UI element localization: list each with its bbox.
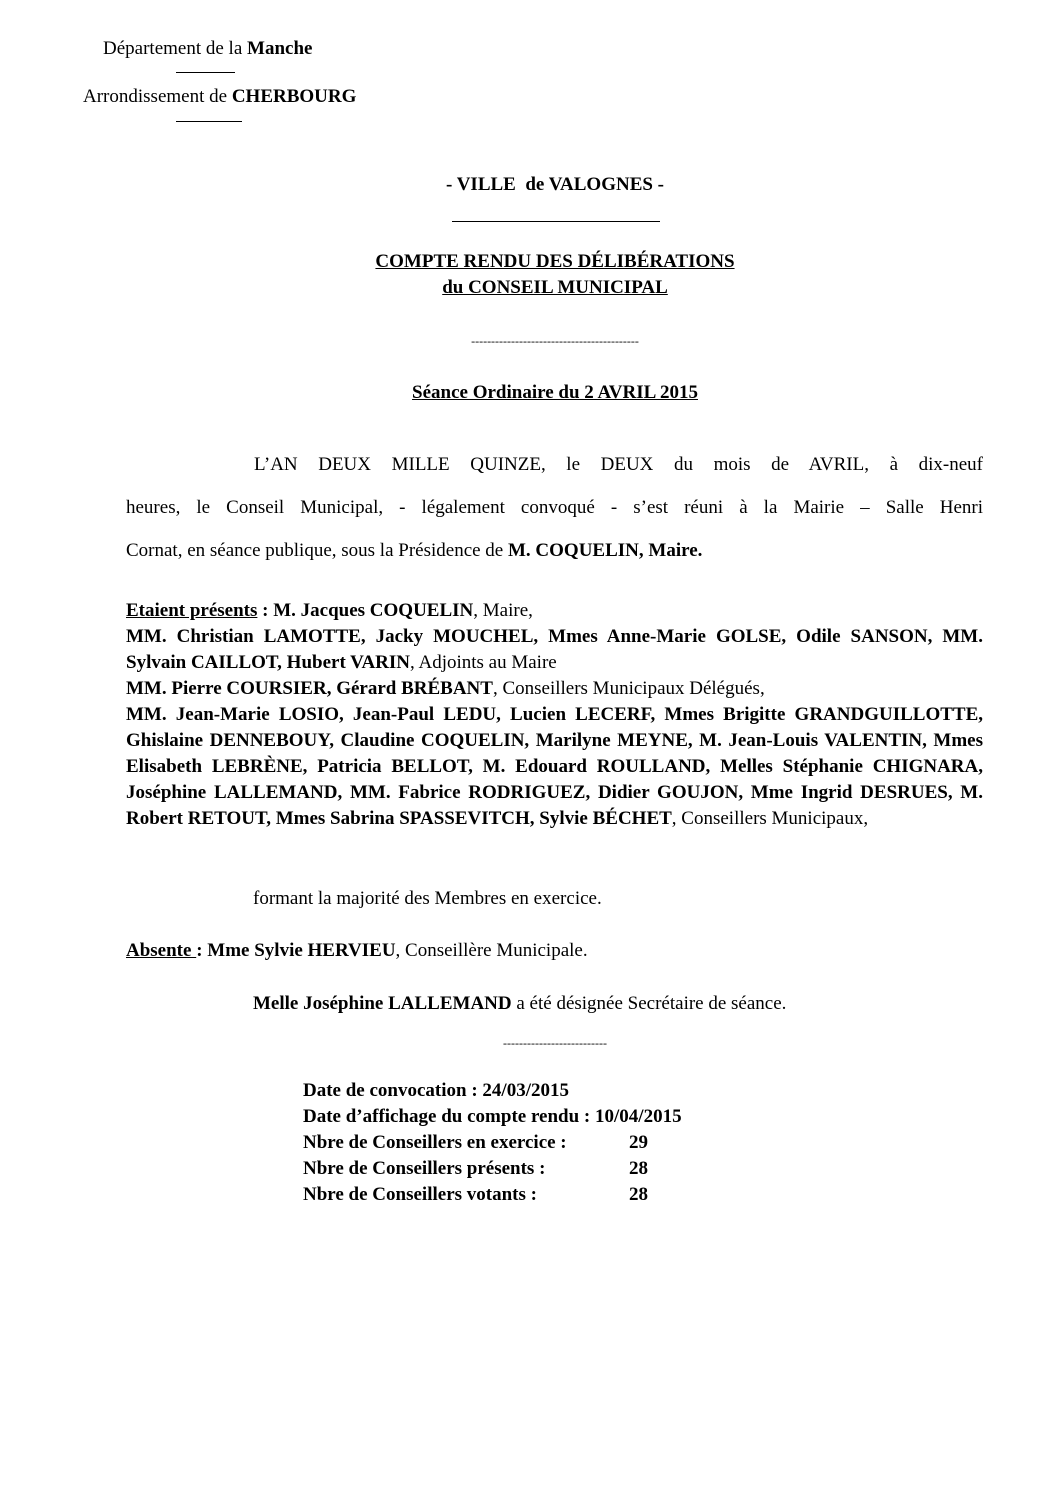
summary-presents-label: Nbre de Conseillers présents : [303,1158,546,1179]
summary-affichage: Date d’affichage du compte rendu : 10/04/2015 [303,1106,682,1127]
delegues-role: , Conseillers Municipaux Délégués, [492,678,765,699]
departement-label: Département de la [103,38,243,59]
ville-rule [452,221,660,222]
intro-line-2: heures, le Conseil Municipal, - légalement convoqué - s’est réuni à la Mairie – Salle Henri [126,497,983,518]
summary-convocation: Date de convocation : 24/03/2015 [303,1080,569,1101]
departement-name: Manche [247,38,313,59]
conseillers-role: , Conseillers Municipaux, [671,808,869,829]
document-title-line2: du CONSEIL MUNICIPAL [442,277,668,298]
header-rule-2 [176,121,242,122]
separator-dashes-2: -------------------------- [503,1036,607,1050]
absente-line [126,940,588,962]
summary-exercice-label: Nbre de Conseillers en exercice : [303,1132,567,1153]
conseillers-names: MM. Jean-Marie LOSIO, Jean-Paul LEDU, Lucien LECERF, Mmes Brigitte GRANDGUILLOTTE, Ghislaine DENNEBOUY, Claudine COQUELIN, Marilyne MEYNE, M. Jean-Louis VALENTIN, Mmes Elisabeth LEBRÈNE, Patricia BELLOT, M. Edouard ROULLAND, Melles Stéphanie CHIGNARA, Joséphine LALLEMAND, MM. Fabrice RODRIGUEZ, Didier GOUJON, Mme Ingrid DESRUES, M. Robert RETOUT, Mmes Sabrina SPASSEVITCH, Sylvie BÉCHET [126,704,983,829]
presents-maire-name: M. Jacques COQUELIN [273,600,474,621]
header-rule-1 [176,72,235,73]
absente-name: Mme Sylvie HERVIEU [207,940,396,961]
absente-colon: : [196,940,208,961]
presents-delegues [126,676,983,702]
delegues-names: MM. Pierre COURSIER, Gérard BRÉBANT [126,678,493,699]
absente-label: Absente [126,940,197,961]
intro-paragraph [126,443,983,572]
presents-colon: : [257,600,274,621]
presents-maire-line [126,598,983,624]
presents-block [126,598,983,832]
presents-adjoints [126,624,983,676]
summary-votants-value: 28 [629,1184,648,1205]
arrondissement-label: Arrondissement de [83,86,228,107]
arrondissement-line [83,86,356,108]
seance-title: Séance Ordinaire du 2 AVRIL 2015 [412,382,698,403]
summary-votants-label: Nbre de Conseillers votants : [303,1184,537,1205]
intro-line-3-text: Cornat, en séance publique, sous la Présidence de [126,540,508,561]
departement-line [103,38,312,60]
ville-title: - VILLE de VALOGNES - [445,174,665,195]
majorite-line: formant la majorité des Membres en exercice. [253,888,602,909]
secretaire-line [253,993,786,1015]
absente-role: , Conseillère Municipale. [395,940,588,961]
intro-president: M. COQUELIN, Maire. [508,540,703,561]
secretaire-name: Melle Joséphine LALLEMAND [253,993,512,1014]
presents-label: Etaient présents [126,600,258,621]
adjoints-names: MM. Christian LAMOTTE, Jacky MOUCHEL, Mmes Anne-Marie GOLSE, Odile SANSON, MM. Sylvain CAILLOT, Hubert VARIN [126,626,983,673]
separator-dashes-1: ------------------------------------------ [471,334,639,348]
presents-maire-role: , Maire, [473,600,533,621]
intro-line-1: L’AN DEUX MILLE QUINZE, le DEUX du mois de AVRIL, à dix-neuf [254,454,983,475]
adjoints-role: , Adjoints au Maire [410,652,557,673]
presents-conseillers [126,702,983,832]
arrondissement-name: CHERBOURG [231,86,357,107]
intro-line-3 [126,529,983,572]
secretaire-role: a été désignée Secrétaire de séance. [511,993,787,1014]
summary-exercice-value: 29 [629,1132,648,1153]
summary-presents-value: 28 [629,1158,648,1179]
document-title-line1: COMPTE RENDU DES DÉLIBÉRATIONS [375,251,735,272]
